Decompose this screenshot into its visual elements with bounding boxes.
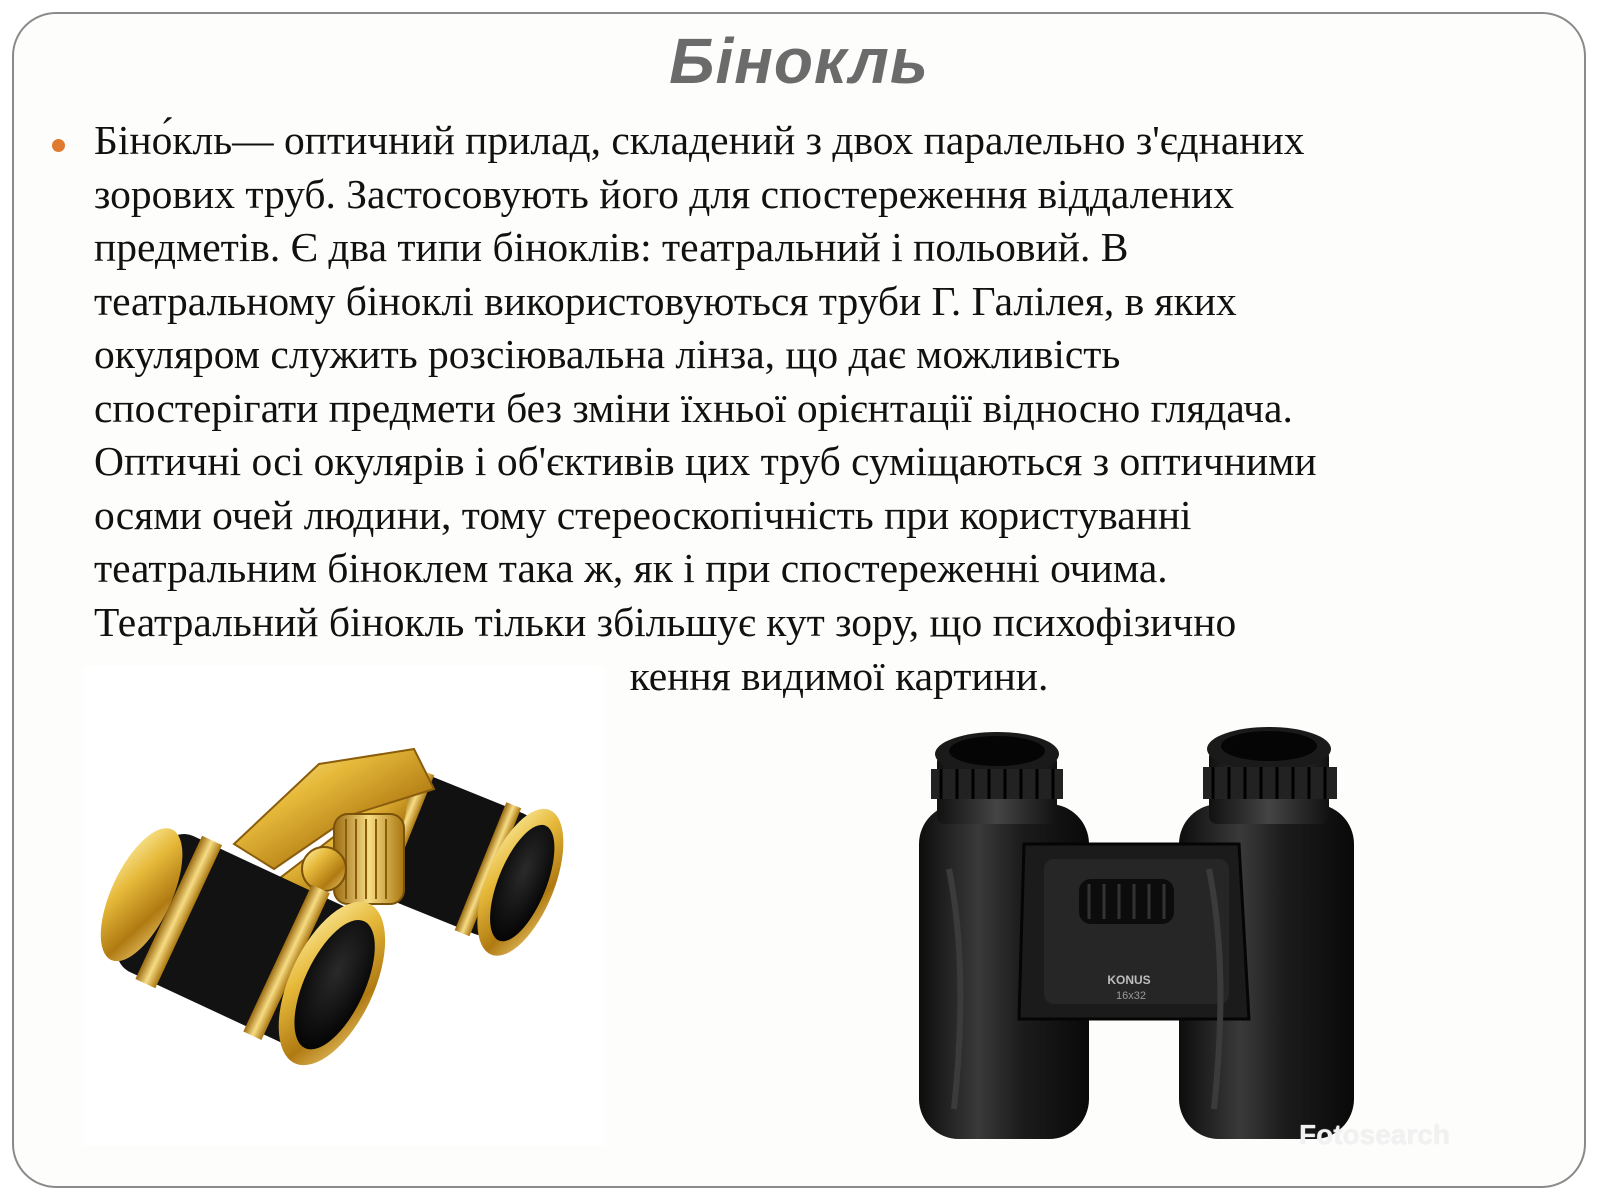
text-line: Оптичні осі окулярів і об'єктивів цих труб суміщаються з оптичними — [94, 438, 1317, 484]
text-line: театральним біноклем така ж, як і при спостереженні очима. — [94, 545, 1168, 591]
text-line: Біно́кль— оптичний прилад, складений з двох паралельно з'єднаних — [94, 117, 1305, 163]
bullet-text — [94, 114, 1564, 649]
text-line: театральному біноклі використовуються труби Г. Галілея, в яких — [94, 277, 1237, 324]
text-line: спостерігати предмети без зміни їхньої орієнтації відносно глядача. — [94, 384, 1293, 431]
bullet-dot-icon — [52, 139, 65, 152]
text-line: зорових труб. Застосовують його для спостереження віддалених — [94, 170, 1235, 217]
text-line: предметів. Є два типи біноклів: театральний і польовий. В — [94, 224, 1129, 270]
theatre-binoculars-image — [84, 719, 584, 1099]
spec-label: 16x32 — [1116, 990, 1146, 1002]
brand-label: KONUS — [1107, 973, 1151, 987]
text-line: Театральний бінокль тільки збільшує кут зору, що психофізично — [94, 598, 1237, 645]
field-binoculars-image — [909, 709, 1379, 1149]
text-line-tail: кення видимої картини. — [629, 653, 1049, 699]
text-line: окуляром служить розсіювальна лінза, що дає можливість — [94, 331, 1121, 377]
slide-title: Бінокль — [669, 25, 929, 97]
slide — [12, 12, 1586, 1188]
text-line: осями очей людини, тому стереоскопічність при користуванні — [94, 491, 1192, 538]
watermark: Fotosearch — [1299, 1119, 1450, 1150]
